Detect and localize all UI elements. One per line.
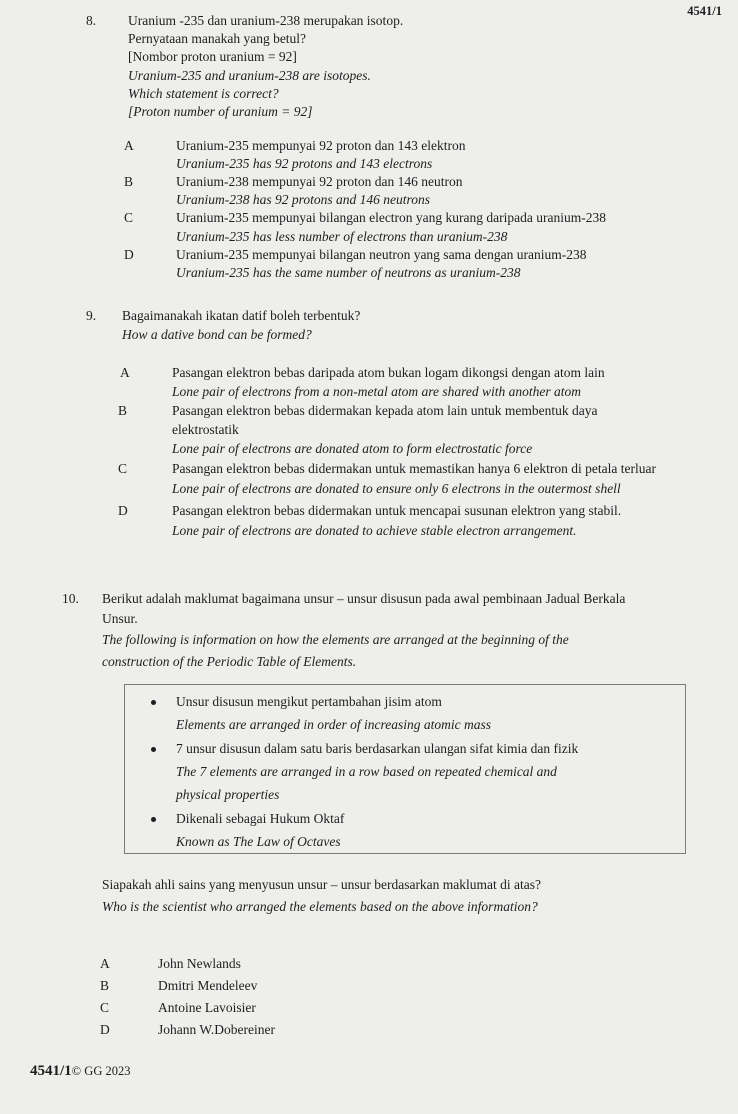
option-text-ms: Uranium-235 mempunyai bilangan neutron yang sama dengan uranium-238 <box>176 247 587 262</box>
info-text-ms: 7 unsur disusun dalam satu baris berdasarkan ulangan sifat kimia dan fizik <box>176 741 579 756</box>
page-footer <box>30 1063 130 1080</box>
option-text: Antoine Lavoisier <box>158 1000 256 1015</box>
question-prompt-ms: Siapakah ahli sains yang menyusun unsur – unsur berdasarkan maklumat di atas? <box>102 877 542 892</box>
question-stem-ms: Berikut adalah maklumat bagaimana unsur – unsur disusun pada awal pembinaan Jadual Berkala <box>102 591 626 606</box>
option-text-ms: Uranium-235 mempunyai bilangan electron yang kurang daripada uranium-238 <box>176 210 606 225</box>
option-text-en: Uranium-238 has 92 protons and 146 neutrons <box>176 192 431 207</box>
option-text-ms: Pasangan elektron bebas didermakan kepada atom lain untuk membentuk daya <box>172 403 598 418</box>
info-text-en: Known as The Law of Octaves <box>176 834 341 849</box>
question-stem-ms: Bagaimanakah ikatan datif boleh terbentuk? <box>122 308 361 323</box>
option-text-ms: Uranium-235 mempunyai 92 proton dan 143 elektron <box>176 138 466 153</box>
option-letter: C <box>100 1000 110 1015</box>
question-stem-en: Which statement is correct? <box>128 86 279 101</box>
option-letter: A <box>120 365 130 380</box>
question-stem-ms: Unsur. <box>102 611 138 626</box>
question-note-ms: [Nombor proton uranium = 92] <box>128 49 297 64</box>
option-letter: D <box>100 1022 110 1037</box>
option-text-en: Lone pair of electrons are donated to achieve stable electron arrangement. <box>172 523 577 538</box>
option-letter: B <box>100 978 110 993</box>
question-number: 8. <box>86 13 97 28</box>
option-letter: B <box>124 174 134 189</box>
option-text: Johann W.Dobereiner <box>158 1022 275 1037</box>
footer-copyright: © GG 2023 <box>71 1064 131 1078</box>
footer-code: 4541/1 <box>30 1063 72 1079</box>
option-letter: B <box>118 403 128 418</box>
option-text-en: Lone pair of electrons from a non-metal atom are shared with another atom <box>172 384 581 399</box>
info-text-en: Elements are arranged in order of increasing atomic mass <box>176 717 491 732</box>
option-text-en: Lone pair of electrons are donated to ensure only 6 electrons in the outermost shell <box>172 481 621 496</box>
question-stem-ms: Uranium -235 dan uranium-238 merupakan isotop. <box>128 13 404 28</box>
bullet-icon <box>151 747 156 752</box>
bullet-icon <box>151 817 156 822</box>
info-text-en: physical properties <box>176 787 280 802</box>
option-text: John Newlands <box>158 956 241 971</box>
option-letter: D <box>118 503 128 518</box>
option-text: Dmitri Mendeleev <box>158 978 258 993</box>
option-letter: A <box>124 138 134 153</box>
question-stem-en: Uranium-235 and uranium-238 are isotopes. <box>128 68 371 83</box>
info-text-en: The 7 elements are arranged in a row based on repeated chemical and <box>176 764 557 779</box>
option-text-en: Uranium-235 has less number of electrons than uranium-238 <box>176 229 508 244</box>
question-prompt-en: Who is the scientist who arranged the elements based on the above information? <box>102 899 538 914</box>
question-note-en: [Proton number of uranium = 92] <box>128 104 313 119</box>
option-text-ms: Pasangan elektron bebas didermakan untuk memastikan hanya 6 elektron di petala terluar <box>172 461 656 476</box>
question-stem-ms: Pernyataan manakah yang betul? <box>128 31 307 46</box>
option-text-en: Uranium-235 has 92 protons and 143 electrons <box>176 156 433 171</box>
option-text-en: Lone pair of electrons are donated atom to form electrostatic force <box>172 441 533 456</box>
option-letter: D <box>124 247 134 262</box>
option-text-ms: elektrostatik <box>172 422 239 437</box>
info-text-ms: Dikenali sebagai Hukum Oktaf <box>176 811 345 826</box>
bullet-icon <box>151 700 156 705</box>
option-letter: A <box>100 956 110 971</box>
question-stem-en: The following is information on how the elements are arranged at the beginning of the <box>102 632 569 647</box>
option-letter: C <box>124 210 134 225</box>
option-text-ms: Uranium-238 mempunyai 92 proton dan 146 neutron <box>176 174 463 189</box>
question-stem-en: construction of the Periodic Table of Elements. <box>102 654 357 669</box>
question-number: 10. <box>62 591 79 606</box>
option-text-en: Uranium-235 has the same number of neutrons as uranium-238 <box>176 265 521 280</box>
question-stem-en: How a dative bond can be formed? <box>122 327 312 342</box>
option-text-ms: Pasangan elektron bebas daripada atom bukan logam dikongsi dengan atom lain <box>172 365 605 380</box>
option-text-ms: Pasangan elektron bebas didermakan untuk mencapai susunan elektron yang stabil. <box>172 503 622 518</box>
paper-code: 4541/1 <box>687 4 722 18</box>
question-number: 9. <box>86 308 97 323</box>
option-letter: C <box>118 461 128 476</box>
info-text-ms: Unsur disusun mengikut pertambahan jisim atom <box>176 694 442 709</box>
